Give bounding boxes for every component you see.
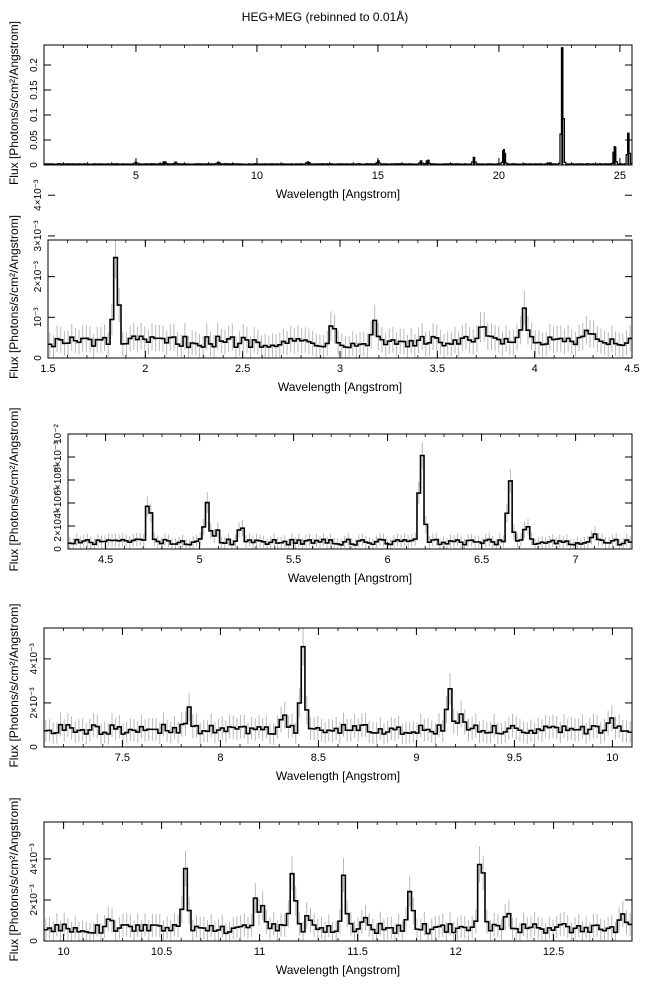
x-tick-label: 15: [371, 170, 385, 182]
y-tick-label: 0: [29, 938, 40, 944]
x-tick-label: 25: [613, 170, 627, 182]
x-tick-label: 4.5: [97, 554, 114, 566]
spectrum-panel-3: [7, 407, 632, 585]
x-tick-label: 20: [492, 170, 506, 182]
x-tick-label: 9: [413, 752, 420, 764]
x-tick-label: 10: [606, 752, 619, 764]
spectrum-panel-2: [7, 179, 640, 394]
x-axis-label: Wavelength [Angstrom]: [277, 380, 403, 394]
x-tick-label: 6: [384, 554, 391, 566]
x-tick-label: 2: [142, 363, 149, 375]
x-tick-label: 5: [196, 554, 203, 566]
x-tick-label: 2.5: [235, 363, 251, 375]
x-tick-label: 11.5: [347, 946, 368, 958]
error-bars: [46, 628, 630, 745]
x-tick-label: 3: [336, 363, 344, 375]
x-tick-label: 5.5: [285, 554, 302, 566]
spectrum-line: [44, 647, 632, 734]
y-axis-label: Flux [Photons/s/cm²/Angstrom]: [7, 20, 21, 186]
spectrum-line: [68, 456, 632, 545]
x-tick-label: 4: [531, 363, 538, 375]
y-tick-label: 0.2: [29, 58, 40, 72]
y-tick-label: 2×10⁻³: [53, 510, 64, 542]
spectrum-panel-4: [7, 603, 632, 783]
y-tick-label: 10⁻³: [33, 307, 44, 328]
y-tick-label: 4×10⁻³: [29, 643, 40, 675]
y-tick-label: 0: [33, 355, 44, 361]
x-tick-label: 4.5: [624, 363, 640, 375]
y-tick-label: 0: [29, 162, 40, 168]
x-tick-label: 10.5: [150, 946, 173, 958]
x-tick-label: 9.5: [506, 752, 523, 764]
x-tick-label: 10: [57, 946, 70, 958]
y-tick-label: 2×10⁻³: [33, 261, 44, 293]
page-title: HEG+MEG (rebinned to 0.01Å): [241, 10, 409, 24]
y-tick-label: 0.1: [29, 108, 40, 122]
x-tick-label: 6.5: [473, 554, 490, 566]
y-tick-label: 4×10⁻³: [33, 179, 44, 211]
x-tick-label: 5: [132, 170, 140, 182]
spectrum-panel-1: [7, 21, 632, 201]
x-tick-label: 7: [572, 554, 579, 566]
y-axis-label: Flux [Photons/s/cm²/Angstrom]: [7, 603, 21, 768]
y-tick-label: 2×10⁻³: [29, 884, 40, 916]
error-bars: [70, 442, 630, 549]
x-axis-label: Wavelength [Angstrom]: [275, 769, 401, 783]
y-tick-label: 0: [29, 744, 40, 750]
spectrum-line: [44, 48, 632, 164]
x-tick-label: 11: [253, 946, 266, 958]
y-axis-label: Flux [Photons/s/cm²/Angstrom]: [7, 797, 21, 962]
y-tick-label: 4×10⁻³: [29, 843, 40, 875]
x-axis-label: Wavelength [Angstrom]: [275, 187, 401, 201]
y-axis-label: Flux [Photons/s/cm²/Angstrom]: [7, 214, 21, 380]
y-tick-label: 8×10⁻³: [53, 441, 64, 473]
x-tick-label: 7.5: [114, 752, 131, 764]
x-tick-label: 8: [217, 752, 224, 764]
x-tick-label: 12.5: [542, 946, 565, 958]
y-tick-label: 3×10⁻³: [33, 220, 44, 252]
x-tick-label: 10: [250, 170, 264, 182]
y-tick-label: 6×10⁻³: [53, 464, 64, 496]
x-axis-label: Wavelength [Angstrom]: [275, 963, 401, 977]
x-tick-label: 3.5: [429, 363, 445, 375]
y-tick-label: 0: [53, 546, 64, 552]
y-axis-label: Flux [Photons/s/cm²/Angstrom]: [7, 407, 21, 572]
spectrum-line: [48, 258, 632, 348]
y-tick-label: 0.15: [29, 80, 40, 100]
y-tick-label: 0.05: [29, 130, 40, 150]
y-tick-label: 2×10⁻³: [29, 687, 40, 719]
x-tick-label: 8.5: [310, 752, 327, 764]
plot-frame: [44, 45, 632, 165]
spectrum-line: [44, 865, 632, 934]
y-tick-label: 10⁻²: [53, 424, 64, 444]
x-tick-label: 12: [449, 946, 462, 958]
y-tick-label: 4×10⁻³: [53, 487, 64, 519]
x-tick-label: 1.5: [40, 363, 56, 375]
x-axis-label: Wavelength [Angstrom]: [287, 571, 413, 585]
spectrum-panel-5: [7, 797, 632, 977]
